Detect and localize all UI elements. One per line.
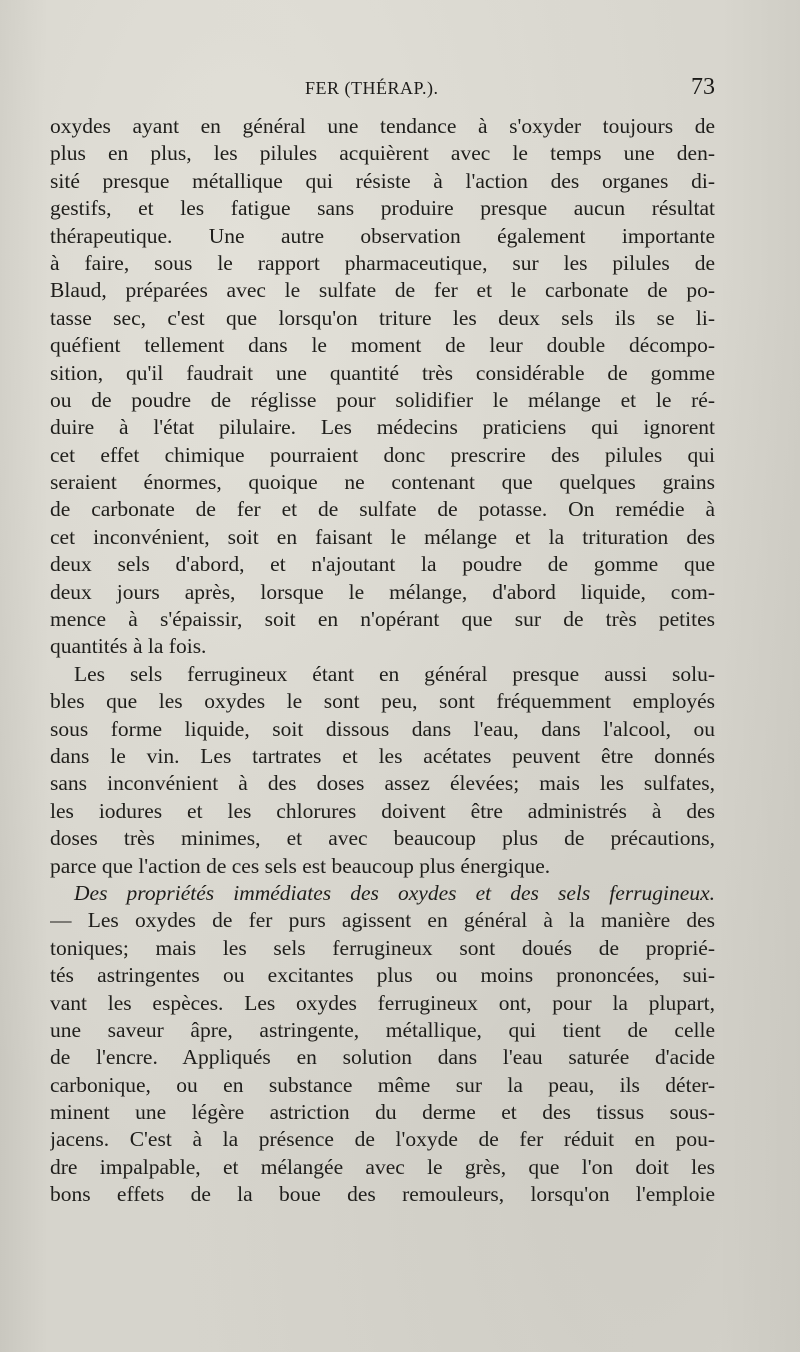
text-line: parce que l'action de ces sels est beaucoup plus énergique. <box>50 853 551 878</box>
text-line: à faire, sous le rapport pharmaceutique, sur les pilules de <box>50 250 715 275</box>
text-line: oxydes ayant en général une tendance à s'oxyder toujours de <box>50 114 715 138</box>
text-line: thérapeutique. Une autre observation également importante <box>50 223 715 248</box>
text-line: tasse sec, c'est que lorsqu'on triture les deux sels ils se li- <box>50 305 715 330</box>
text-line: toniques; mais les sels ferrugineux sont doués de proprié- <box>50 935 715 960</box>
text-line: deux sels d'abord, et n'ajoutant la poudre de gomme que <box>50 552 715 577</box>
text-line: minent une légère astriction du derme et des tissus sous- <box>50 1100 715 1125</box>
text-line: sous forme liquide, soit dissous dans l'eau, dans l'alcool, ou <box>50 716 715 741</box>
section-heading: Des propriétés immédiates des oxydes et des sels ferrugineux. <box>74 880 715 905</box>
text-line: duire à l'état pilulaire. Les médecins praticiens qui ignorent <box>50 415 715 440</box>
page-header <box>50 74 715 106</box>
text-line: jacens. C'est à la présence de l'oxyde de fer réduit en pou- <box>50 1127 715 1152</box>
text-line: ou de poudre de réglisse pour solidifier le mélange et le ré- <box>50 387 715 412</box>
text-line: doses très minimes, et avec beaucoup plus de précautions, <box>50 826 715 851</box>
text-line: deux jours après, lorsque le mélange, d'abord liquide, com- <box>50 579 715 604</box>
text-line: gestifs, et les fatigue sans produire presque aucun résultat <box>50 196 715 221</box>
text-line: plus en plus, les pilules acquièrent avec le temps une den- <box>50 141 715 166</box>
text-line: dans le vin. Les tartrates et les acétates peuvent être donnés <box>50 743 715 768</box>
text-line: cet effet chimique pourraient donc prescrire des pilules qui <box>50 442 715 467</box>
text-line: cet inconvénient, soit en faisant le mélange et la trituration des <box>50 524 715 549</box>
text-line: quantités à la fois. <box>50 634 207 659</box>
text-line: Les sels ferrugineux étant en général presque aussi solu- <box>74 661 715 686</box>
text-line: sition, qu'il faudrait une quantité très considérable de gomme <box>50 360 715 385</box>
text-line: une saveur âpre, astringente, métallique, qui tient de celle <box>50 1017 715 1042</box>
text-line: dre impalpable, et mélangée avec le grès, que l'on doit les <box>50 1154 715 1179</box>
text-line: Blaud, préparées avec le sulfate de fer et le carbonate de po- <box>50 278 715 303</box>
text-line: sité presque métallique qui résiste à l'action des organes di- <box>50 168 715 193</box>
text-line: de carbonate de fer et de sulfate de potasse. On remédie à <box>50 497 715 522</box>
text-line: de l'encre. Appliqués en solution dans l'eau saturée d'acide <box>50 1045 715 1070</box>
text-line: bons effets de la boue des remouleurs, lorsqu'on l'emploie <box>50 1182 715 1207</box>
text-line: sans inconvénient à des doses assez élevées; mais les sulfates, <box>50 771 715 796</box>
text-line: mence à s'épaissir, soit en n'opérant que sur de très petites <box>50 607 715 632</box>
text-line: vant les espèces. Les oxydes ferrugineux ont, pour la plupart, <box>50 990 715 1015</box>
text-line: les iodures et les chlorures doivent être administrés à des <box>50 798 715 823</box>
body-text <box>50 113 715 1209</box>
text-line: seraient énormes, quoique ne contenant que quelques grains <box>50 470 715 495</box>
text-line: bles que les oxydes le sont peu, sont fréquemment employés <box>50 689 715 714</box>
text-line: quéfient tellement dans le moment de leur double décompo- <box>50 333 715 358</box>
running-head: FER (THÉRAP.). <box>305 78 439 98</box>
text-line: — Les oxydes de fer purs agissent en général à la manière des <box>50 908 715 933</box>
text-line: carbonique, ou en substance même sur la peau, ils déter- <box>50 1072 715 1097</box>
page-number: 73 <box>691 74 715 100</box>
text-line: tés astringentes ou excitantes plus ou moins prononcées, sui- <box>50 963 715 988</box>
